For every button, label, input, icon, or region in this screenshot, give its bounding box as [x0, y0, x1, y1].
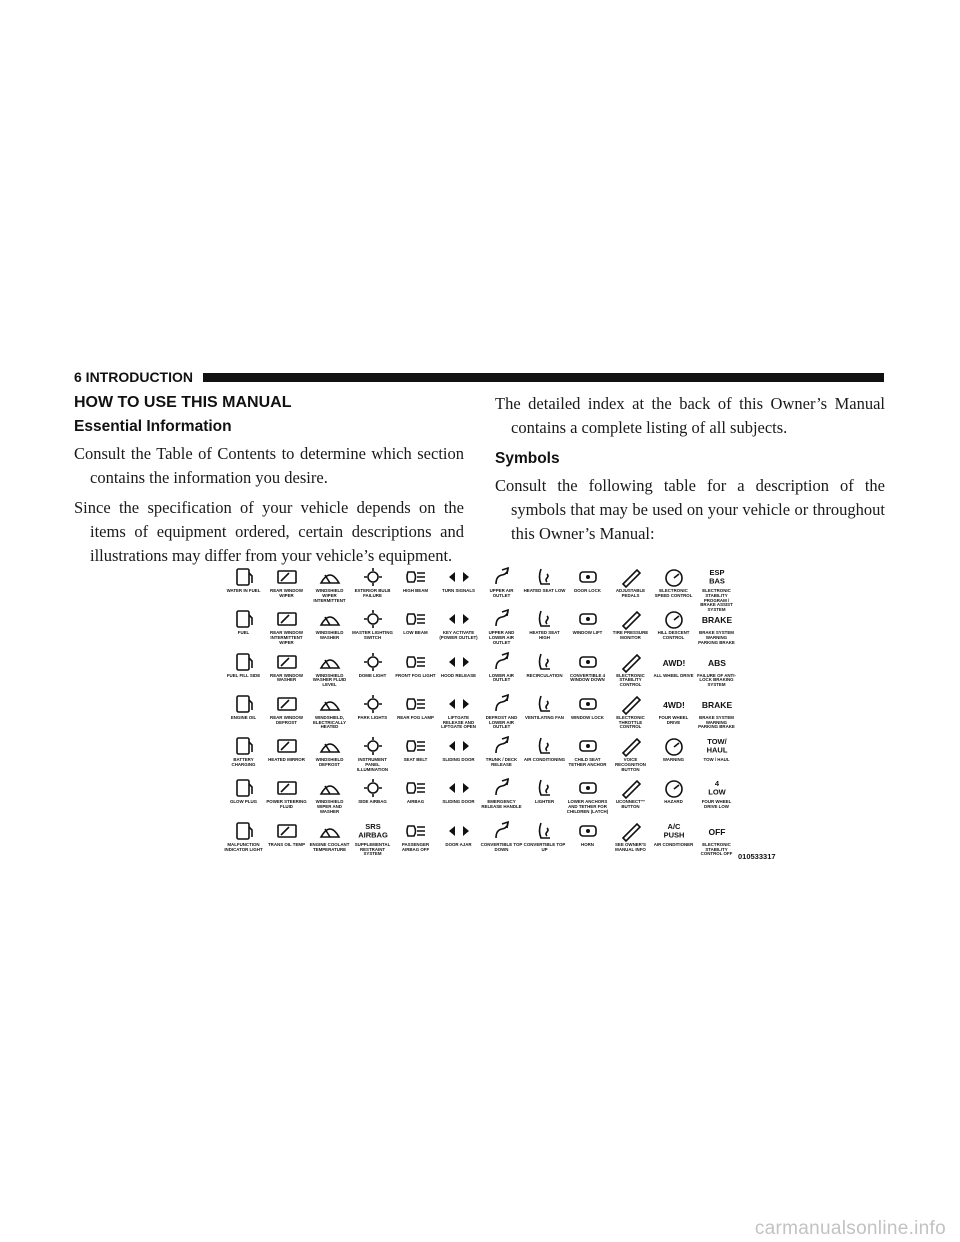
symbol-glyph-text: ESP [708, 568, 725, 577]
symbol-cell [222, 608, 265, 650]
symbols-heading: Symbols [495, 450, 560, 467]
symbol-label: WATER IN FUEL [226, 588, 261, 593]
symbol-glyph-text: AIRBAG [357, 830, 388, 840]
symbol-cell [480, 566, 523, 608]
symbol-label: HOOD RELEASE [440, 672, 477, 678]
symbol-label: EMERGENCY RELEASE HANDLE [481, 799, 522, 810]
dome-light-icon [361, 651, 385, 673]
symbol-label: GLOW PLUG [229, 799, 258, 805]
symbol-label: MALFUNCTION INDICATOR LIGHT [224, 841, 263, 852]
symbol-glyph-text: 4WD! [662, 699, 685, 710]
symbol-cell [609, 820, 652, 862]
symbol-cell [652, 651, 695, 693]
symbol-cell [609, 735, 652, 777]
seat-belt-icon [404, 735, 428, 757]
symbol-cell [652, 777, 695, 819]
symbol-cell [308, 651, 351, 693]
section-title: HOW TO USE THIS MANUAL [74, 394, 292, 411]
hazard-icon [662, 777, 686, 799]
symbol-label: AIR CONDITIONER [653, 841, 694, 847]
master-lighting-switch-icon [361, 608, 385, 630]
watermark: carmanualsonline.info [754, 1218, 946, 1239]
symbol-label: ADJUSTABLE PEDALS [615, 588, 646, 598]
symbol-cell [437, 693, 480, 735]
symbol-cell [523, 693, 566, 735]
symbol-cell [351, 651, 394, 693]
symbol-cell [566, 693, 609, 735]
symbols-paragraph: Consult the following table for a description of the symbols that may be used on your vehicle or throughout this Owner’s Manual: [495, 476, 885, 543]
symbol-cell [222, 777, 265, 819]
essential-paragraph-2: Since the specification of your vehicle depends on the items of equipment ordered, certain descriptions and illustrations may differ from your vehicle’s equipment. [74, 498, 464, 565]
symbol-cell [566, 735, 609, 777]
symbol-cell [308, 820, 351, 862]
symbol-cell [437, 820, 480, 862]
symbol-cell [566, 566, 609, 608]
symbol-label: HEATED MIRROR [268, 757, 305, 763]
symbol-label: POWER STEERING FLUID [266, 799, 307, 810]
symbol-label: ENGINE COOLANT TEMPERATURE [309, 841, 350, 852]
windshield-wiper-intermittent-icon [318, 566, 342, 588]
symbol-label: WINDSHIELD DEFROST [315, 757, 344, 767]
symbol-glyph-text: BRAKE [701, 699, 732, 710]
symbol-cell [394, 608, 437, 650]
heated-mirror-icon [275, 735, 299, 757]
symbol-cell [609, 693, 652, 735]
symbol-label: ENGINE OIL [230, 714, 257, 720]
symbol-cell [308, 566, 351, 608]
symbol-label: HILL DESCENT CONTROL [657, 630, 690, 641]
symbol-cell [265, 651, 308, 693]
symbol-label: UPPER AND LOWER AIR OUTLET [488, 630, 515, 645]
symbol-cell [695, 777, 738, 819]
engine-oil-icon [232, 693, 256, 715]
symbol-cell [523, 735, 566, 777]
symbol-cell [523, 608, 566, 650]
symbol-label: AIR CONDITIONING [523, 757, 566, 763]
electronic-stability-control-icon [619, 651, 643, 673]
symbol-cell [480, 651, 523, 693]
upper-lower-air-outlet-icon [490, 608, 514, 630]
symbol-label: TURN SIGNALS [442, 588, 475, 593]
electronic-throttle-control-icon [619, 693, 643, 715]
symbol-label: REAR FOG LAMP [397, 714, 434, 720]
symbol-cell [308, 735, 351, 777]
symbol-glyph-text: OFF [708, 826, 725, 837]
symbol-label: BATTERY CHARGING [231, 757, 256, 767]
symbol-label: LIGHTER [534, 799, 555, 805]
heated-seat-low-icon [533, 566, 557, 588]
tow-haul-icon [705, 735, 729, 757]
symbol-glyph-text: SRS [364, 821, 381, 831]
symbol-cell [523, 651, 566, 693]
symbol-cell [351, 777, 394, 819]
symbol-label: WINDOW LIFT [572, 630, 603, 636]
four-wheel-drive-icon [662, 693, 686, 715]
symbol-label: TIRE PRESSURE MONITOR [612, 630, 649, 641]
hood-release-icon [447, 651, 471, 673]
exterior-bulb-failure-icon [361, 566, 385, 588]
owners-manual-icon [619, 820, 643, 842]
symbol-cell [695, 820, 738, 862]
symbol-label: SEE OWNER’S MANUAL INFO [615, 841, 646, 852]
symbol-label: REAR WINDOW WIPER [270, 588, 303, 598]
defrost-lower-air-outlet-icon [490, 693, 514, 715]
symbol-cell [652, 693, 695, 735]
symbol-cell [437, 566, 480, 608]
figure-id: 010533317 [738, 852, 776, 861]
child-seat-tether-icon [576, 735, 600, 757]
symbol-glyph-text: TOW/ [706, 737, 727, 747]
symbol-label: LIFTGATE RELEASE AND LIFTGATE OPEN [441, 714, 476, 730]
symbol-label: VENTILATING FAN [525, 714, 564, 720]
ac-push-icon [662, 820, 686, 842]
symbol-label: FRONT FOG LIGHT [395, 672, 436, 678]
symbol-cell [437, 777, 480, 819]
symbol-label: WINDSHIELD, ELECTRICALLY HEATED [312, 714, 346, 730]
symbol-cell [609, 651, 652, 693]
all-wheel-drive-icon [662, 651, 686, 673]
liftgate-release-icon [447, 693, 471, 715]
symbol-cell [222, 693, 265, 735]
symbol-label: KEY ACTIVATE (POWER OUTLET) [439, 630, 478, 641]
symbol-label: FUEL [237, 630, 250, 636]
symbol-glyph-text: PUSH [663, 830, 684, 840]
symbol-cell [437, 735, 480, 777]
symbol-label: UPPER AIR OUTLET [489, 588, 514, 598]
symbol-cell [222, 735, 265, 777]
symbol-label: INSTRUMENT PANEL ILLUMINATION [356, 757, 389, 772]
malfunction-indicator-icon [232, 820, 256, 842]
symbol-cell [609, 566, 652, 608]
brake-system-warning-icon [701, 608, 732, 630]
windshield-defrost-icon [318, 735, 342, 757]
symbol-cell [394, 693, 437, 735]
header-rule [203, 373, 884, 382]
low-beam-icon [404, 608, 428, 630]
symbol-label: WINDSHIELD WIPER AND WASHER [315, 799, 344, 815]
rear-window-defrost-icon [275, 693, 299, 715]
symbol-cell [695, 566, 738, 613]
symbol-cell [437, 608, 480, 650]
symbol-label: FOUR WHEEL DRIVE [658, 714, 689, 725]
windshield-heated-icon [318, 693, 342, 715]
symbol-label: ELECTRONIC STABILITY PROGRAM / BRAKE ASSIST SYSTEM [700, 588, 733, 613]
symbol-label: ELECTRONIC STABILITY CONTROL [616, 672, 645, 688]
symbol-cell [265, 735, 308, 777]
passenger-airbag-off-icon [404, 820, 428, 842]
fuel-icon [232, 608, 256, 630]
symbol-cell [437, 651, 480, 693]
symbol-cell [308, 777, 351, 819]
symbol-cell [695, 608, 738, 650]
symbol-cell [265, 820, 308, 862]
symbol-glyph-text: A/C [667, 821, 680, 831]
trunk-release-icon [490, 735, 514, 757]
symbol-cell [394, 777, 437, 819]
battery-charging-icon [232, 735, 256, 757]
turn-signals-icon [447, 566, 471, 588]
symbol-label: EXTERIOR BULB FAILURE [354, 588, 391, 598]
side-airbag-icon [361, 777, 385, 799]
rear-window-wiper-icon [275, 566, 299, 588]
symbol-label: HEATED SEAT LOW [523, 588, 566, 593]
abs-failure-icon [705, 651, 729, 673]
symbol-label: FUEL FILL SIDE [226, 672, 261, 678]
door-lock-icon [576, 566, 600, 588]
page-header-title: 6 INTRODUCTION [74, 369, 193, 385]
symbol-glyph-text: BAS [708, 576, 725, 586]
power-steering-fluid-icon [275, 777, 299, 799]
hill-descent-control-icon [662, 608, 686, 630]
windshield-washer-icon [318, 608, 342, 630]
symbol-cell [652, 820, 695, 862]
upper-air-outlet-icon [490, 566, 514, 588]
fuel-fill-side-icon [232, 651, 256, 673]
heated-seat-high-icon [533, 608, 557, 630]
symbol-label: SIDE AIRBAG [358, 799, 387, 805]
symbol-cell [480, 735, 523, 777]
symbol-cell [480, 693, 523, 735]
rear-window-intermittent-wiper-icon [275, 608, 299, 630]
symbol-label: CHILD SEAT TETHER ANCHOR [568, 757, 607, 767]
symbol-label: UCONNECT™ BUTTON [615, 799, 646, 810]
symbols-table [222, 566, 738, 862]
symbol-label: BRAKE SYSTEM WARNING PARKING BRAKE [698, 714, 735, 730]
symbol-cell [566, 608, 609, 650]
ventilating-fan-icon [533, 693, 557, 715]
symbol-label: VOICE RECOGNITION BUTTON [615, 757, 646, 772]
symbol-glyph-text: AWD! [662, 657, 685, 668]
symbol-label: WARNING [662, 757, 685, 763]
symbol-cell [695, 693, 738, 735]
symbol-cell [351, 820, 394, 862]
symbol-label: CONVERTIBLE TOP UP [523, 841, 566, 852]
symbol-cell [523, 566, 566, 608]
symbol-label: RECIRCULATION [526, 672, 563, 678]
symbol-cell [480, 777, 523, 819]
high-beam-icon [404, 566, 428, 588]
symbol-label: DEFROST AND LOWER AIR OUTLET [485, 714, 518, 730]
latch-icon [576, 777, 600, 799]
symbol-label: ALL WHEEL DRIVE [653, 672, 694, 678]
symbol-cell [394, 735, 437, 777]
convertible-top-up-icon [533, 820, 557, 842]
symbol-cell [523, 777, 566, 819]
symbol-glyph-text: 4 [714, 779, 719, 789]
essential-heading: Essential Information [74, 418, 232, 435]
symbol-label: HIGH BEAM [402, 588, 429, 593]
door-ajar-icon [447, 820, 471, 842]
symbol-cell [308, 693, 351, 735]
windshield-wiper-washer-icon [318, 777, 342, 799]
symbol-cell [265, 777, 308, 819]
symbol-label: WINDOW LOCK [571, 714, 604, 720]
symbol-label: REAR WINDOW WASHER [270, 672, 303, 683]
symbol-glyph-text: LOW [707, 787, 726, 797]
symbol-label: BRAKE SYSTEM WARNING PARKING BRAKE [698, 630, 735, 645]
symbol-cell [351, 608, 394, 650]
tire-pressure-monitor-icon [619, 608, 643, 630]
symbol-cell [265, 566, 308, 608]
symbol-cell [695, 651, 738, 693]
symbol-label: HEATED SEAT HIGH [529, 630, 560, 641]
symbol-glyph-text: HAUL [706, 745, 727, 755]
symbol-label: PARK LIGHTS [357, 714, 388, 720]
emergency-release-handle-icon [490, 777, 514, 799]
symbol-label: ELECTRONIC STABILITY CONTROL OFF [700, 841, 733, 857]
symbol-cell [566, 651, 609, 693]
symbol-glyph-text: ABS [707, 657, 726, 668]
symbol-cell [394, 651, 437, 693]
symbol-label: HAZARD [664, 799, 683, 805]
symbol-cell [351, 693, 394, 735]
symbol-cell [351, 566, 394, 608]
essential-paragraph-1: Consult the Table of Contents to determine which section contains the information you desire. [74, 444, 464, 487]
symbol-label: REAR WINDOW DEFROST [270, 714, 303, 725]
water-in-fuel-icon [232, 566, 256, 588]
symbol-label: ELECTRONIC THROTTLE CONTROL [616, 714, 645, 730]
symbol-label: ELECTRONIC SPEED CONTROL [654, 588, 693, 598]
symbol-cell [566, 777, 609, 819]
uconnect-icon [619, 777, 643, 799]
voice-recognition-icon [619, 735, 643, 757]
left-column [74, 392, 464, 574]
window-lift-icon [576, 608, 600, 630]
symbol-label: SLIDING DOOR [442, 757, 475, 763]
symbol-cell [222, 566, 265, 608]
convertible-top-down-icon [490, 820, 514, 842]
symbol-label: LOWER ANCHORS AND TETHER FOR CHILDREN (LATCH) [566, 799, 609, 815]
symbol-label: DOOR LOCK [574, 588, 601, 593]
sliding-door-icon [447, 735, 471, 757]
warning-icon [662, 735, 686, 757]
symbol-label: FAILURE OF ANTI-LOCK BRAKING SYSTEM [697, 672, 736, 688]
recirculation-icon [533, 651, 557, 673]
rear-fog-lamp-icon [404, 693, 428, 715]
key-activate-icon [447, 608, 471, 630]
symbol-cell [480, 820, 523, 862]
symbol-label: WINDSHIELD WASHER [315, 630, 344, 641]
esp-bas-icon [705, 566, 729, 588]
symbol-glyph-text: BRAKE [701, 615, 732, 626]
symbol-cell [523, 820, 566, 862]
lower-air-outlet-icon [490, 651, 514, 673]
symbol-cell [394, 566, 437, 608]
symbol-label: TOW / HAUL [703, 757, 730, 763]
air-conditioning-icon [533, 735, 557, 757]
symbol-cell [265, 693, 308, 735]
symbol-cell [222, 820, 265, 862]
symbol-label: WINDSHIELD WIPER INTERMITTENT [313, 588, 346, 603]
symbol-cell [652, 608, 695, 650]
symbol-label: REAR WINDOW INTERMITTENT WIPER [270, 630, 303, 645]
windshield-washer-fluid-level-icon [318, 651, 342, 673]
esc-off-icon [705, 820, 729, 842]
symbol-label: LOW BEAM [403, 630, 428, 636]
electronic-speed-control-icon [662, 566, 686, 588]
symbol-cell [652, 566, 695, 608]
symbol-cell [308, 608, 351, 650]
four-low-icon [705, 777, 729, 799]
symbol-label: AIRBAG [406, 799, 425, 805]
brake-text-icon [701, 693, 732, 715]
symbol-cell [351, 735, 394, 777]
symbol-cell [480, 608, 523, 650]
symbol-label: DOOR AJAR [445, 841, 472, 847]
right-column [495, 392, 885, 552]
symbol-label: HORN [581, 841, 594, 847]
symbol-label: LOWER AIR OUTLET [489, 672, 514, 683]
symbol-cell [265, 608, 308, 650]
trans-oil-temp-icon [275, 820, 299, 842]
park-lights-icon [361, 693, 385, 715]
symbol-label: DOME LIGHT [358, 672, 387, 678]
rear-window-washer-icon [275, 651, 299, 673]
symbol-cell [394, 820, 437, 862]
symbol-cell [609, 777, 652, 819]
symbol-label: PASSENGER AIRBAG OFF [401, 841, 430, 852]
index-paragraph: The detailed index at the back of this Owner’s Manual contains a complete listing of all subjects. [495, 394, 885, 437]
engine-coolant-temp-icon [318, 820, 342, 842]
airbag-icon [404, 777, 428, 799]
window-lock-icon [576, 693, 600, 715]
symbol-cell [566, 820, 609, 862]
symbol-cell [609, 608, 652, 650]
symbol-label: MASTER LIGHTING SWITCH [352, 630, 393, 641]
symbol-label: CONVERTIBLE TOP DOWN [480, 841, 523, 852]
page-header [74, 368, 884, 386]
symbol-label: SUPPLEMENTAL RESTRAINT SYSTEM [354, 841, 391, 857]
convertible-window-down-icon [576, 651, 600, 673]
glow-plug-icon [232, 777, 256, 799]
symbol-cell [652, 735, 695, 777]
symbol-label: TRANS OIL TEMP [268, 841, 305, 847]
symbol-label: CONVERTIBLE 4 WINDOW DOWN [569, 672, 606, 683]
adjustable-pedals-icon [619, 566, 643, 588]
lighter-icon [533, 777, 557, 799]
symbol-label: SEAT BELT [403, 757, 428, 763]
symbol-cell [695, 735, 738, 777]
horn-icon [576, 820, 600, 842]
symbol-label: SLIDING DOOR [442, 799, 475, 805]
symbol-label: TRUNK / DECK RELEASE [485, 757, 518, 767]
instrument-panel-illumination-icon [361, 735, 385, 757]
sliding-door-2-icon [447, 777, 471, 799]
symbol-label: WINDSHIELD WASHER FLUID LEVEL [312, 672, 347, 688]
symbol-cell [222, 651, 265, 693]
front-fog-light-icon [404, 651, 428, 673]
srs-airbag-icon [357, 820, 388, 842]
symbol-label: FOUR WHEEL DRIVE LOW [701, 799, 732, 810]
